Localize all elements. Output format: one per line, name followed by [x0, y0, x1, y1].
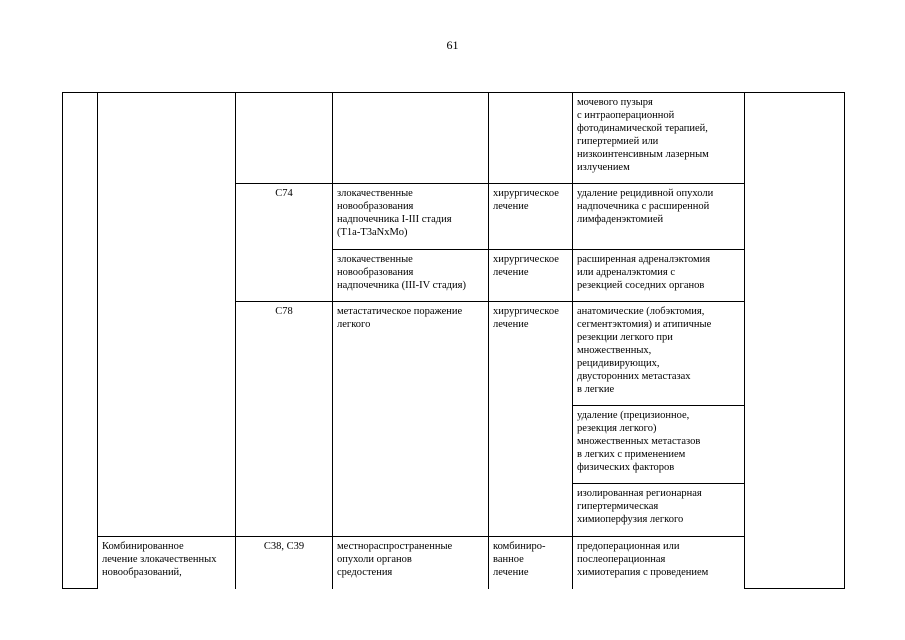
code-cell: C78: [236, 302, 333, 537]
treatment-method-cell: удаление рецидивной опухоли надпочечника с расширенной лимфаденэктомией: [573, 184, 745, 250]
code-cell: [236, 93, 333, 184]
disease-cell: злокачественные новообразования надпочечника I-III стадия (T1a-T3aNxMo): [333, 184, 489, 250]
code-cell: C74: [236, 184, 333, 302]
disease-cell: местнораспространенные опухоли органов средостения: [333, 537, 489, 589]
medical-care-table: [62, 92, 845, 589]
treatment-type-cell: хирургическое лечение: [489, 184, 573, 250]
treatment-method-cell: удаление (прецизионное, резекция легкого) множественных метастазов в легких с применением физических факторов: [573, 406, 745, 484]
treatment-method-cell: анатомические (лобэктомия, сегментэктомия) и атипичные резекции легкого при множественных, рецидивирующих, двусторонних метастазах в легкие: [573, 302, 745, 406]
group-cell: [98, 93, 236, 537]
disease-cell: злокачественные новообразования надпочечника (III-IV стадия): [333, 250, 489, 302]
treatment-method-cell: предоперационная или послеоперационная химиотерапия с проведением: [573, 537, 745, 589]
treatment-type-cell: комбиниро- ванное лечение: [489, 537, 573, 589]
page-number: 61: [446, 38, 459, 52]
treatment-type-cell: хирургическое лечение: [489, 302, 573, 537]
treatment-type-cell: [489, 93, 573, 184]
code-cell: C38, C39: [236, 537, 333, 589]
number-cell: [63, 93, 98, 589]
norm-cell: [745, 93, 845, 589]
table-row: [63, 537, 845, 589]
disease-cell: метастатическое поражение легкого: [333, 302, 489, 537]
treatment-method-cell: мочевого пузыря с интраоперационной фотодинамической терапией, гипертермией или низкоинтенсивным лазерным излучением: [573, 93, 745, 184]
treatment-method-cell: изолированная регионарная гипертермическая химиоперфузия легкого: [573, 484, 745, 537]
disease-cell: [333, 93, 489, 184]
treatment-type-cell: хирургическое лечение: [489, 250, 573, 302]
group-cell: Комбинированное лечение злокачественных новообразований,: [98, 537, 236, 589]
treatment-method-cell: расширенная адреналэктомия или адреналэктомия с резекцией соседних органов: [573, 250, 745, 302]
table-row: [63, 93, 845, 184]
